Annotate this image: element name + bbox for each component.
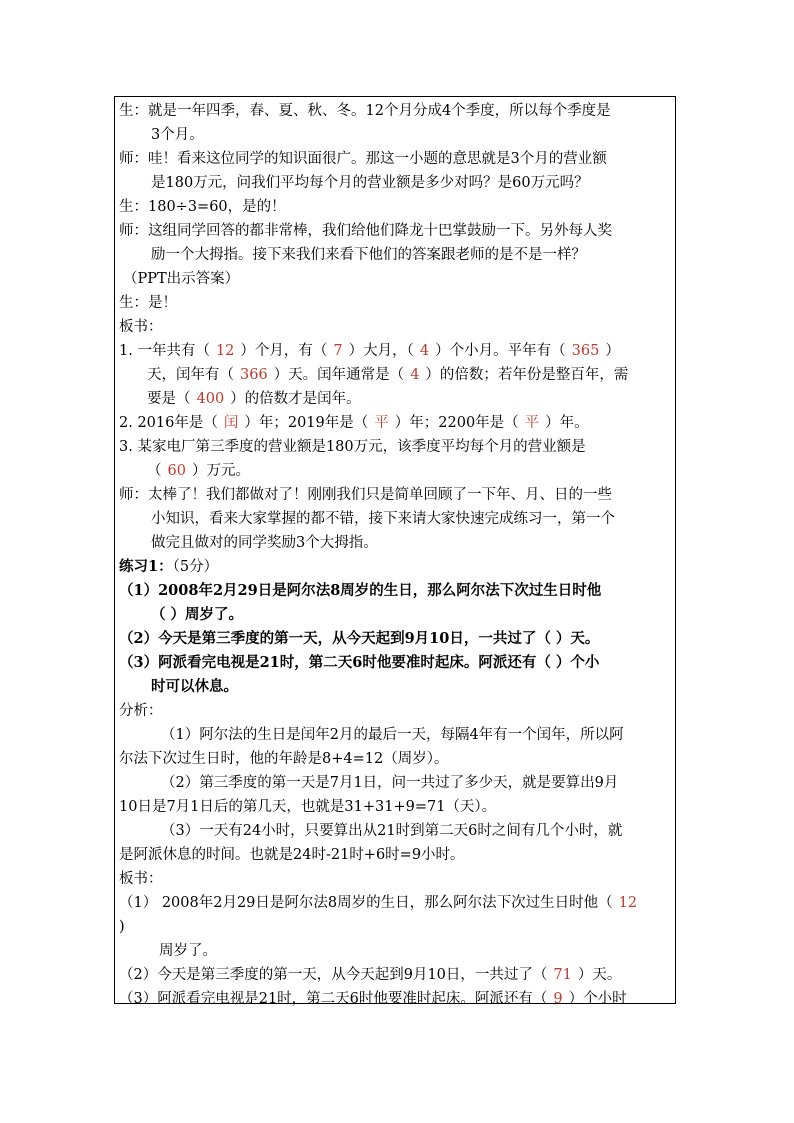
- answer-value: 60: [167, 463, 186, 479]
- answer-value: 平: [524, 415, 540, 431]
- board-question-1-line2: [147, 363, 628, 387]
- answer-value: 71: [553, 967, 572, 983]
- question-text: ）的倍数；若年份是整百年，需: [425, 367, 629, 383]
- dialogue-line: 生：是！: [119, 295, 177, 311]
- board-heading: 板书：: [119, 319, 163, 335]
- question-text: 2. 2016年是（: [119, 415, 218, 431]
- board-question-1: [119, 339, 620, 363]
- board-answer-3: [119, 987, 627, 1011]
- answer-text: （3）阿派看完电视是21时，第二天6时他要准时起床。阿派还有（: [119, 991, 548, 1007]
- answer-value: 7: [333, 343, 343, 359]
- dialogue-line: 励一个大拇指。接下来我们来看下他们的答案跟老师的是不是一样？: [151, 247, 586, 263]
- question-text: 1. 一年共有（: [119, 343, 210, 359]
- question-text: ）大月，（: [348, 343, 414, 359]
- question-text: ）个小月。平年有（: [435, 343, 566, 359]
- answer-value: 4: [419, 343, 430, 359]
- analysis-line: （2）第三季度的第一天是7月1日，问一共过了多少天，就是要算出9月: [161, 775, 619, 791]
- question-text: ）年。: [545, 415, 589, 431]
- analysis-line: 是阿派休息的时间。也就是24时-21时+6时=9小时。: [119, 847, 465, 863]
- answer-value: 4: [410, 367, 420, 383]
- exercise-item: （3）阿派看完电视是21时，第二天6时他要准时起床。阿派还有（ ）个小: [119, 654, 600, 671]
- answer-value: 12: [215, 343, 235, 359]
- answer-text: ）天。: [577, 967, 622, 983]
- answer-value: 400: [196, 391, 225, 407]
- board-question-1-line3: [147, 387, 361, 411]
- question-text: ）的倍数才是闰年。: [230, 391, 361, 407]
- question-text: ）天。闰年通常是（: [273, 367, 405, 383]
- exercise-item: 时可以休息。: [151, 678, 238, 695]
- exercise-item: （1）2008年2月29日是阿尔法8周岁的生日，那么阿尔法下次过生日时他: [119, 582, 602, 599]
- analysis-heading: 分析：: [119, 703, 163, 719]
- board-answer-1: [119, 891, 643, 915]
- dialogue-line: 师：哇！看来这位同学的知识面很广。那这一小题的意思就是3个月的营业额: [119, 151, 607, 167]
- board-question-3: 3. 某家电厂第三季度的营业额是180万元，该季度平均每个月的营业额是: [119, 439, 586, 455]
- board-question-3-line2: [147, 459, 250, 483]
- lesson-table-cell: [114, 96, 676, 1007]
- analysis-line: （1）阿尔法的生日是闰年2月的最后一天，每隔4年有一个闰年，所以阿: [161, 727, 624, 743]
- board-answer-2: [119, 963, 621, 987]
- answer-value: 9: [553, 991, 563, 1007]
- analysis-line: （3）一天有24小时，只要算出从21时到第二天6时之间有几个小时，就: [161, 823, 623, 839]
- dialogue-line: 生：就是一年四季，春、夏、秋、冬。12个月分成4个季度，所以每个季度是: [119, 103, 611, 119]
- dialogue-line: 是180万元，问我们平均每个月的营业额是多少对吗？是60万元吗？: [151, 175, 589, 191]
- dialogue-line: 师：太棒了！我们都做对了！刚刚我们只是简单回顾了一下年、月、日的一些: [119, 487, 612, 503]
- analysis-line: 10日是7月1日后的第几天，也就是31+31+9=71（天）。: [119, 799, 497, 815]
- dialogue-line: （PPT出示答案）: [123, 271, 240, 287]
- answer-value: 平: [374, 415, 389, 431]
- board-question-2: [119, 411, 589, 435]
- question-text: 要是（: [147, 391, 191, 407]
- exercise-score: （5分）: [172, 559, 219, 575]
- dialogue-line: 做完且做对的同学奖励3个大拇指。: [151, 535, 378, 551]
- dialogue-line: 小知识，看来大家掌握的都不错，接下来请大家快速完成练习一，第一个: [151, 511, 615, 527]
- exercise-title: 练习1：: [119, 558, 173, 575]
- dialogue-line: 生：180÷3=60，是的！: [119, 199, 286, 215]
- board-heading: 板书：: [119, 871, 163, 887]
- dialogue-line: 3个月。: [151, 127, 204, 143]
- answer-value: 366: [240, 367, 268, 383]
- answer-value: 12: [618, 895, 638, 911]
- board-answer-1-line3: 周岁了。: [159, 943, 217, 959]
- dialogue-line: 师：这组同学回答的都非常棒，我们给他们降龙十巴掌鼓励一下。另外每人奖: [119, 223, 612, 239]
- exercise-item: （2）今天是第三季度的第一天，从今天起到9月10日，一共过了（ ）天。: [119, 630, 600, 647]
- question-text: ）个月，有（: [240, 343, 328, 359]
- question-text: 天，闰年有（: [147, 367, 234, 383]
- question-text: ）年；2200年是（: [394, 415, 519, 431]
- question-text: ）年；2019年是（: [244, 415, 369, 431]
- answer-value: 闰: [223, 415, 239, 431]
- answer-text: （2）今天是第三季度的第一天，从今天起到9月10日，一共过了（: [119, 967, 548, 983]
- exercise-heading: [119, 555, 218, 579]
- question-text: （: [147, 463, 162, 479]
- board-answer-1-line2: ): [119, 919, 125, 935]
- answer-value: 365: [571, 343, 600, 359]
- exercise-item: （ ）周岁了。: [151, 606, 244, 623]
- answer-text: ）个小时: [568, 991, 627, 1007]
- question-text: ）万元。: [191, 463, 250, 479]
- answer-text: （1） 2008年2月29日是阿尔法8周岁的生日，那么阿尔法下次过生日时他（: [119, 895, 613, 911]
- analysis-line: 尔法下次过生日时，他的年龄是8+4=12（周岁）。: [119, 751, 449, 767]
- question-text: ）: [605, 343, 620, 359]
